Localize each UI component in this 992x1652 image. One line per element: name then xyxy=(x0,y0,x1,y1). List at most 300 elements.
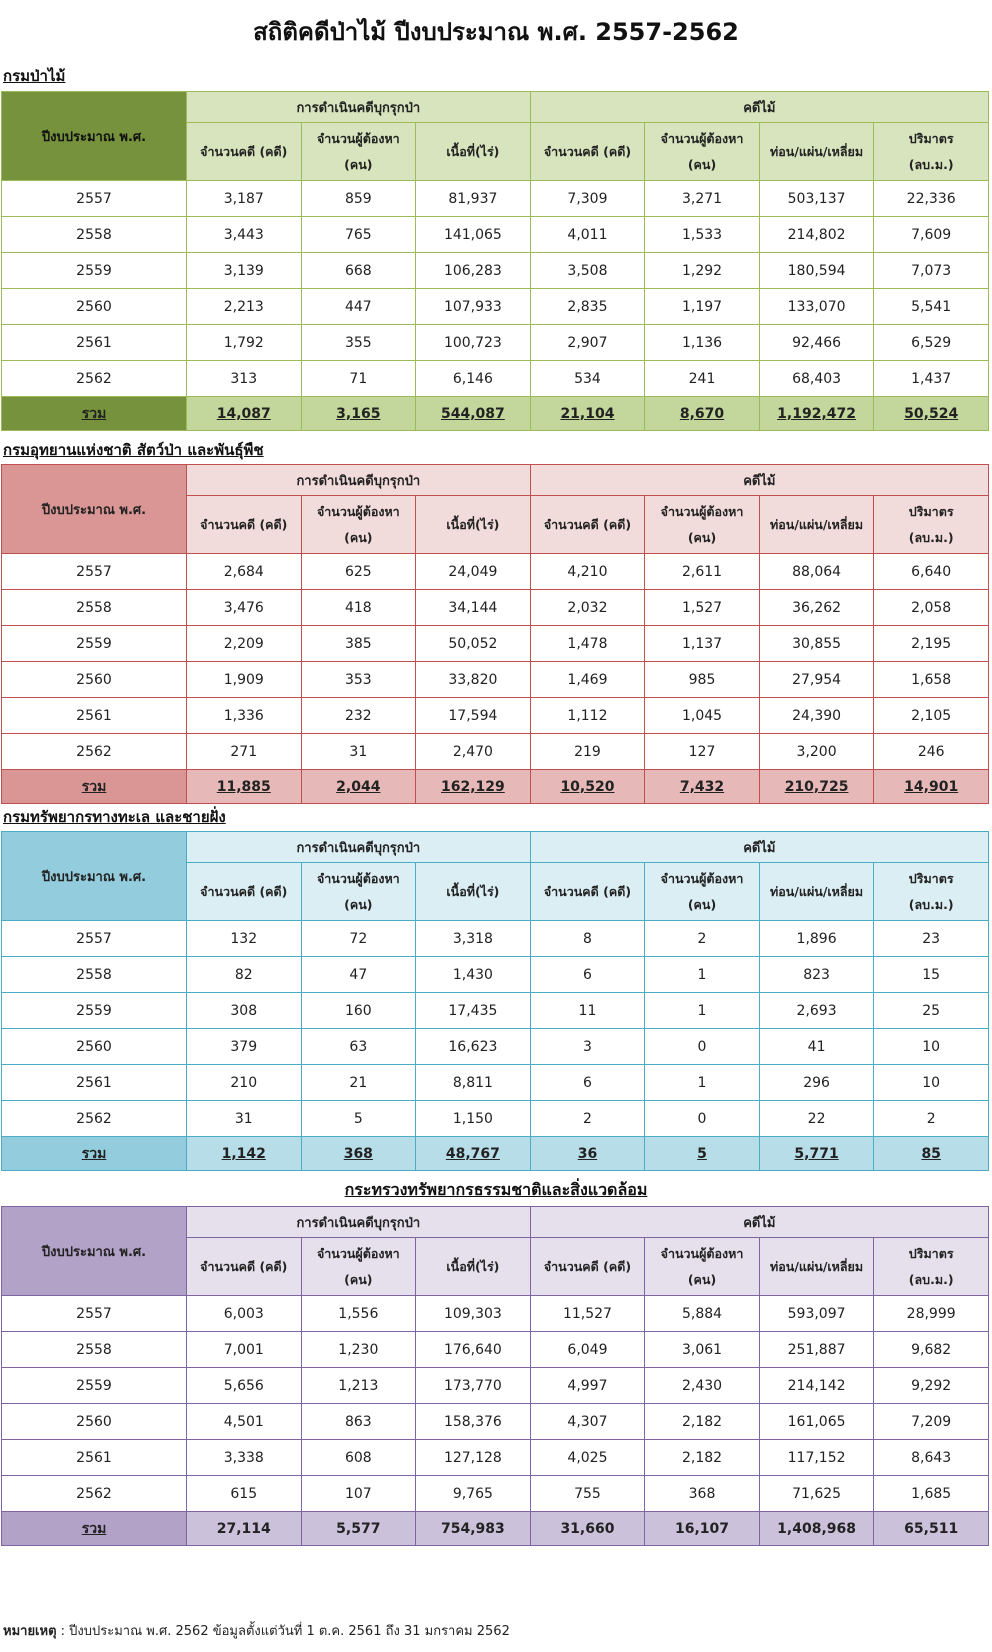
table-cell: 9,292 xyxy=(874,1368,989,1404)
total-cell: 8,670 xyxy=(645,397,760,431)
table-row xyxy=(2,1476,989,1512)
table-cell: 132 xyxy=(186,921,301,957)
table-cell: 2,182 xyxy=(645,1440,760,1476)
table-cell: 25 xyxy=(874,993,989,1029)
table-cell: 161,065 xyxy=(759,1404,874,1440)
table-cell: 109,303 xyxy=(416,1296,531,1332)
header-b-volume: ปริมาตร (ลบ.ม.) xyxy=(874,1238,989,1296)
table-cell: 107 xyxy=(301,1476,416,1512)
table-row xyxy=(2,921,989,957)
table-row xyxy=(2,554,989,590)
table-row xyxy=(2,361,989,397)
table-cell: 21 xyxy=(301,1065,416,1101)
total-label: รวม xyxy=(2,1137,187,1171)
table-cell: 1,230 xyxy=(301,1332,416,1368)
table-cell: 3,338 xyxy=(186,1440,301,1476)
header-b-pieces: ท่อน/แผ่น/เหลี่ยม xyxy=(759,123,874,181)
table-cell: 100,723 xyxy=(416,325,531,361)
table-cell: 33,820 xyxy=(416,662,531,698)
table-cell: 0 xyxy=(645,1029,760,1065)
table-cell: 2,430 xyxy=(645,1368,760,1404)
table-cell: 1 xyxy=(645,957,760,993)
header-b-volume: ปริมาตร (ลบ.ม.) xyxy=(874,863,989,921)
table-cell: 88,064 xyxy=(759,554,874,590)
table-cell: 2 xyxy=(874,1101,989,1137)
table-cell: 1,197 xyxy=(645,289,760,325)
table-cell: 1,909 xyxy=(186,662,301,698)
total-cell: 10,520 xyxy=(530,770,645,804)
header-a-area: เนื้อที่(ไร่) xyxy=(416,123,531,181)
table-cell: 1,556 xyxy=(301,1296,416,1332)
table-cell: 214,142 xyxy=(759,1368,874,1404)
section-title-ministry: กระทรวงทรัพยากรธรรมชาติและสิ่งแวดล้อม xyxy=(344,1180,648,1199)
table-cell: 24,390 xyxy=(759,698,874,734)
table-cell: 210 xyxy=(186,1065,301,1101)
table-cell: 2559 xyxy=(2,993,187,1029)
table-cell: 1,292 xyxy=(645,253,760,289)
table-cell: 8,811 xyxy=(416,1065,531,1101)
table-cell: 2557 xyxy=(2,921,187,957)
table-cell: 11,527 xyxy=(530,1296,645,1332)
total-cell: 5,577 xyxy=(301,1512,416,1546)
table-cell: 2562 xyxy=(2,1476,187,1512)
table-cell: 8 xyxy=(530,921,645,957)
header-b-cases: จำนวนคดี (คดี) xyxy=(530,496,645,554)
table-cell: 3,508 xyxy=(530,253,645,289)
total-label: รวม xyxy=(2,1512,187,1546)
table-cell: 1,527 xyxy=(645,590,760,626)
table-cell: 30,855 xyxy=(759,626,874,662)
table-cell: 308 xyxy=(186,993,301,1029)
table-cell: 7,309 xyxy=(530,181,645,217)
table-cell: 10 xyxy=(874,1065,989,1101)
table-cell: 63 xyxy=(301,1029,416,1065)
table-cell: 5 xyxy=(301,1101,416,1137)
table-cell: 2558 xyxy=(2,590,187,626)
table-cell: 1,469 xyxy=(530,662,645,698)
table-cell: 16,623 xyxy=(416,1029,531,1065)
table-row xyxy=(2,1065,989,1101)
header-row-groups xyxy=(2,1207,989,1238)
header-b-pieces: ท่อน/แผ่น/เหลี่ยม xyxy=(759,1238,874,1296)
table-cell: 219 xyxy=(530,734,645,770)
table-cell: 1,792 xyxy=(186,325,301,361)
table-cell: 127 xyxy=(645,734,760,770)
total-cell: 5 xyxy=(645,1137,760,1171)
table-cell: 2,105 xyxy=(874,698,989,734)
table-cell: 82 xyxy=(186,957,301,993)
table-row xyxy=(2,734,989,770)
table-cell: 765 xyxy=(301,217,416,253)
table-cell: 353 xyxy=(301,662,416,698)
table-row xyxy=(2,662,989,698)
table-cell: 2561 xyxy=(2,1065,187,1101)
header-year: ปีงบประมาณ พ.ศ. xyxy=(2,1207,187,1296)
table-row xyxy=(2,217,989,253)
table-cell: 379 xyxy=(186,1029,301,1065)
table-row xyxy=(2,289,989,325)
total-cell: 65,511 xyxy=(874,1512,989,1546)
table-cell: 251,887 xyxy=(759,1332,874,1368)
table-row xyxy=(2,1368,989,1404)
header-b-suspects: จำนวนผู้ต้องหา (คน) xyxy=(645,496,760,554)
total-row xyxy=(2,770,989,804)
table-cell: 2559 xyxy=(2,253,187,289)
table-cell: 72 xyxy=(301,921,416,957)
table-cell: 1,478 xyxy=(530,626,645,662)
table-cell: 1,685 xyxy=(874,1476,989,1512)
total-cell: 7,432 xyxy=(645,770,760,804)
table-cell: 6,049 xyxy=(530,1332,645,1368)
table-cell: 1,112 xyxy=(530,698,645,734)
table-cell: 3,443 xyxy=(186,217,301,253)
table-cell: 2558 xyxy=(2,1332,187,1368)
table-cell: 985 xyxy=(645,662,760,698)
header-b-cases: จำนวนคดี (คดี) xyxy=(530,863,645,921)
table-cell: 668 xyxy=(301,253,416,289)
table-cell: 2,058 xyxy=(874,590,989,626)
section-title-dmcr: กรมทรัพยากรทางทะเล และชายฝั่ง xyxy=(3,808,226,826)
table-cell: 2,684 xyxy=(186,554,301,590)
table-cell: 127,128 xyxy=(416,1440,531,1476)
total-row xyxy=(2,1137,989,1171)
header-year: ปีงบประมาณ พ.ศ. xyxy=(2,832,187,921)
table-cell: 2,032 xyxy=(530,590,645,626)
total-cell: 754,983 xyxy=(416,1512,531,1546)
total-cell: 14,901 xyxy=(874,770,989,804)
table-cell: 2562 xyxy=(2,361,187,397)
total-cell: 27,114 xyxy=(186,1512,301,1546)
table-cell: 2,182 xyxy=(645,1404,760,1440)
header-a-suspects: จำนวนผู้ต้องหา (คน) xyxy=(301,863,416,921)
total-cell: 11,885 xyxy=(186,770,301,804)
table-cell: 7,001 xyxy=(186,1332,301,1368)
table-cell: 2561 xyxy=(2,1440,187,1476)
table-cell: 106,283 xyxy=(416,253,531,289)
table-cell: 3 xyxy=(530,1029,645,1065)
table-cell: 27,954 xyxy=(759,662,874,698)
total-cell: 31,660 xyxy=(530,1512,645,1546)
table-cell: 859 xyxy=(301,181,416,217)
table-cell: 3,271 xyxy=(645,181,760,217)
header-timber: คดีไม้ xyxy=(530,1207,988,1238)
header-a-cases: จำนวนคดี (คดี) xyxy=(186,1238,301,1296)
table-cell: 4,307 xyxy=(530,1404,645,1440)
total-cell: 3,165 xyxy=(301,397,416,431)
table-cell: 0 xyxy=(645,1101,760,1137)
table-cell: 625 xyxy=(301,554,416,590)
header-encroachment: การดำเนินคดีบุกรุกป่า xyxy=(186,465,530,496)
table-row xyxy=(2,1101,989,1137)
table-cell: 3,318 xyxy=(416,921,531,957)
total-cell: 5,771 xyxy=(759,1137,874,1171)
total-cell: 210,725 xyxy=(759,770,874,804)
table-cell: 2560 xyxy=(2,289,187,325)
table-cell: 47 xyxy=(301,957,416,993)
total-row xyxy=(2,397,989,431)
table-cell: 8,643 xyxy=(874,1440,989,1476)
table-cell: 2557 xyxy=(2,181,187,217)
header-timber: คดีไม้ xyxy=(530,832,988,863)
table-cell: 1 xyxy=(645,1065,760,1101)
total-cell: 48,767 xyxy=(416,1137,531,1171)
table-cell: 2561 xyxy=(2,698,187,734)
table-cell: 81,937 xyxy=(416,181,531,217)
header-a-suspects: จำนวนผู้ต้องหา (คน) xyxy=(301,496,416,554)
table-cell: 615 xyxy=(186,1476,301,1512)
table-cell: 4,501 xyxy=(186,1404,301,1440)
table-cell: 1,336 xyxy=(186,698,301,734)
table-cell: 4,011 xyxy=(530,217,645,253)
header-a-suspects: จำนวนผู้ต้องหา (คน) xyxy=(301,123,416,181)
table-cell: 92,466 xyxy=(759,325,874,361)
table-cell: 7,073 xyxy=(874,253,989,289)
table-row xyxy=(2,181,989,217)
table-cell: 755 xyxy=(530,1476,645,1512)
table-row xyxy=(2,1440,989,1476)
table-cell: 3,187 xyxy=(186,181,301,217)
total-cell: 1,192,472 xyxy=(759,397,874,431)
table-cell: 160 xyxy=(301,993,416,1029)
table-cell: 4,997 xyxy=(530,1368,645,1404)
table-cell: 296 xyxy=(759,1065,874,1101)
table-cell: 17,594 xyxy=(416,698,531,734)
table-row xyxy=(2,698,989,734)
table-cell: 6,529 xyxy=(874,325,989,361)
total-cell: 162,129 xyxy=(416,770,531,804)
table-cell: 2 xyxy=(645,921,760,957)
header-b-pieces: ท่อน/แผ่น/เหลี่ยม xyxy=(759,863,874,921)
table-cell: 2,693 xyxy=(759,993,874,1029)
table-cell: 7,209 xyxy=(874,1404,989,1440)
table-cell: 447 xyxy=(301,289,416,325)
header-b-suspects: จำนวนผู้ต้องหา (คน) xyxy=(645,1238,760,1296)
table-cell: 10 xyxy=(874,1029,989,1065)
table-cell: 2,907 xyxy=(530,325,645,361)
table-cell: 2,195 xyxy=(874,626,989,662)
table-cell: 17,435 xyxy=(416,993,531,1029)
header-b-volume: ปริมาตร (ลบ.ม.) xyxy=(874,496,989,554)
table-cell: 22 xyxy=(759,1101,874,1137)
table-cell: 176,640 xyxy=(416,1332,531,1368)
header-encroachment: การดำเนินคดีบุกรุกป่า xyxy=(186,1207,530,1238)
table-cell: 3,061 xyxy=(645,1332,760,1368)
table-cell: 15 xyxy=(874,957,989,993)
table-cell: 1,150 xyxy=(416,1101,531,1137)
table-cell: 2,209 xyxy=(186,626,301,662)
table-cell: 418 xyxy=(301,590,416,626)
table-cell: 5,884 xyxy=(645,1296,760,1332)
table-cell: 5,656 xyxy=(186,1368,301,1404)
table-row xyxy=(2,993,989,1029)
total-cell: 16,107 xyxy=(645,1512,760,1546)
table-cell: 1,658 xyxy=(874,662,989,698)
table-cell: 1,213 xyxy=(301,1368,416,1404)
table-cell: 2 xyxy=(530,1101,645,1137)
page-title: สถิติคดีป่าไม้ ปีงบประมาณ พ.ศ. 2557-2562 xyxy=(253,18,739,46)
header-b-cases: จำนวนคดี (คดี) xyxy=(530,1238,645,1296)
table-cell: 2,470 xyxy=(416,734,531,770)
table-cell: 1,045 xyxy=(645,698,760,734)
table-cell: 50,052 xyxy=(416,626,531,662)
total-cell: 2,044 xyxy=(301,770,416,804)
header-a-suspects: จำนวนผู้ต้องหา (คน) xyxy=(301,1238,416,1296)
header-a-cases: จำนวนคดี (คดี) xyxy=(186,496,301,554)
table-cell: 4,025 xyxy=(530,1440,645,1476)
header-a-area: เนื้อที่(ไร่) xyxy=(416,496,531,554)
table-cell: 34,144 xyxy=(416,590,531,626)
table-cell: 41 xyxy=(759,1029,874,1065)
header-year: ปีงบประมาณ พ.ศ. xyxy=(2,92,187,181)
header-b-suspects: จำนวนผู้ต้องหา (คน) xyxy=(645,123,760,181)
table-cell: 11 xyxy=(530,993,645,1029)
table-cell: 2557 xyxy=(2,554,187,590)
table-cell: 1,430 xyxy=(416,957,531,993)
header-a-cases: จำนวนคดี (คดี) xyxy=(186,123,301,181)
table-cell: 173,770 xyxy=(416,1368,531,1404)
table-cell: 355 xyxy=(301,325,416,361)
table-cell: 2557 xyxy=(2,1296,187,1332)
table-cell: 4,210 xyxy=(530,554,645,590)
section-title-rfd: กรมป่าไม้ xyxy=(3,67,66,85)
stats-table-dnp xyxy=(1,464,989,804)
stats-table-dmcr xyxy=(1,831,989,1171)
table-cell: 117,152 xyxy=(759,1440,874,1476)
table-cell: 71,625 xyxy=(759,1476,874,1512)
table-cell: 271 xyxy=(186,734,301,770)
table-cell: 6,003 xyxy=(186,1296,301,1332)
table-cell: 2560 xyxy=(2,1029,187,1065)
table-cell: 6 xyxy=(530,1065,645,1101)
table-row xyxy=(2,590,989,626)
total-cell: 85 xyxy=(874,1137,989,1171)
table-cell: 1 xyxy=(645,993,760,1029)
header-encroachment: การดำเนินคดีบุกรุกป่า xyxy=(186,832,530,863)
footnote-text: : ปีงบประมาณ พ.ศ. 2562 ข้อมูลตั้งแต่วันที่ 1 ต.ค. 2561 ถึง 31 มกราคม 2562 xyxy=(56,1624,510,1639)
header-a-cases: จำนวนคดี (คดี) xyxy=(186,863,301,921)
table-row xyxy=(2,626,989,662)
table-cell: 241 xyxy=(645,361,760,397)
header-timber: คดีไม้ xyxy=(530,92,988,123)
table-cell: 31 xyxy=(301,734,416,770)
table-cell: 3,200 xyxy=(759,734,874,770)
total-cell: 1,142 xyxy=(186,1137,301,1171)
stats-table-rfd xyxy=(1,91,989,431)
table-cell: 2559 xyxy=(2,626,187,662)
table-cell: 2,213 xyxy=(186,289,301,325)
table-cell: 2562 xyxy=(2,734,187,770)
header-encroachment: การดำเนินคดีบุกรุกป่า xyxy=(186,92,530,123)
header-row-groups xyxy=(2,832,989,863)
table-cell: 385 xyxy=(301,626,416,662)
table-cell: 1,437 xyxy=(874,361,989,397)
table-cell: 6 xyxy=(530,957,645,993)
table-cell: 71 xyxy=(301,361,416,397)
table-cell: 180,594 xyxy=(759,253,874,289)
table-cell: 503,137 xyxy=(759,181,874,217)
header-year: ปีงบประมาณ พ.ศ. xyxy=(2,465,187,554)
table-cell: 534 xyxy=(530,361,645,397)
table-cell: 6,640 xyxy=(874,554,989,590)
section-title-dnp: กรมอุทยานแห่งชาติ สัตว์ป่า และพันธุ์พืช xyxy=(3,441,264,459)
table-cell: 141,065 xyxy=(416,217,531,253)
header-b-suspects: จำนวนผู้ต้องหา (คน) xyxy=(645,863,760,921)
table-cell: 2560 xyxy=(2,662,187,698)
table-cell: 36,262 xyxy=(759,590,874,626)
table-cell: 593,097 xyxy=(759,1296,874,1332)
total-cell: 1,408,968 xyxy=(759,1512,874,1546)
total-cell: 50,524 xyxy=(874,397,989,431)
header-a-area: เนื้อที่(ไร่) xyxy=(416,1238,531,1296)
table-cell: 1,896 xyxy=(759,921,874,957)
table-cell: 158,376 xyxy=(416,1404,531,1440)
header-timber: คดีไม้ xyxy=(530,465,988,496)
table-cell: 107,933 xyxy=(416,289,531,325)
table-cell: 6,146 xyxy=(416,361,531,397)
table-row xyxy=(2,325,989,361)
table-cell: 2561 xyxy=(2,325,187,361)
table-cell: 1,137 xyxy=(645,626,760,662)
table-cell: 823 xyxy=(759,957,874,993)
table-cell: 7,609 xyxy=(874,217,989,253)
header-row-groups xyxy=(2,465,989,496)
total-row xyxy=(2,1512,989,1546)
total-label: รวม xyxy=(2,770,187,804)
footnote-label: หมายเหตุ xyxy=(3,1624,57,1639)
table-cell: 368 xyxy=(645,1476,760,1512)
table-cell: 9,682 xyxy=(874,1332,989,1368)
table-cell: 3,139 xyxy=(186,253,301,289)
total-cell: 21,104 xyxy=(530,397,645,431)
table-cell: 31 xyxy=(186,1101,301,1137)
table-cell: 5,541 xyxy=(874,289,989,325)
header-a-area: เนื้อที่(ไร่) xyxy=(416,863,531,921)
table-cell: 23 xyxy=(874,921,989,957)
table-cell: 2562 xyxy=(2,1101,187,1137)
total-cell: 14,087 xyxy=(186,397,301,431)
table-cell: 9,765 xyxy=(416,1476,531,1512)
table-cell: 24,049 xyxy=(416,554,531,590)
table-cell: 3,476 xyxy=(186,590,301,626)
table-cell: 214,802 xyxy=(759,217,874,253)
table-row xyxy=(2,957,989,993)
table-cell: 28,999 xyxy=(874,1296,989,1332)
total-cell: 368 xyxy=(301,1137,416,1171)
table-cell: 313 xyxy=(186,361,301,397)
header-b-volume: ปริมาตร (ลบ.ม.) xyxy=(874,123,989,181)
stats-table-ministry xyxy=(1,1206,989,1546)
table-row xyxy=(2,253,989,289)
table-cell: 1,136 xyxy=(645,325,760,361)
table-cell: 863 xyxy=(301,1404,416,1440)
table-row xyxy=(2,1332,989,1368)
table-cell: 2560 xyxy=(2,1404,187,1440)
table-cell: 2,611 xyxy=(645,554,760,590)
table-cell: 2,835 xyxy=(530,289,645,325)
table-cell: 2559 xyxy=(2,1368,187,1404)
header-b-cases: จำนวนคดี (คดี) xyxy=(530,123,645,181)
table-cell: 2558 xyxy=(2,217,187,253)
total-cell: 544,087 xyxy=(416,397,531,431)
table-cell: 1,533 xyxy=(645,217,760,253)
table-row xyxy=(2,1404,989,1440)
table-row xyxy=(2,1029,989,1065)
total-cell: 36 xyxy=(530,1137,645,1171)
total-label: รวม xyxy=(2,397,187,431)
table-cell: 68,403 xyxy=(759,361,874,397)
table-cell: 246 xyxy=(874,734,989,770)
header-row-groups xyxy=(2,92,989,123)
